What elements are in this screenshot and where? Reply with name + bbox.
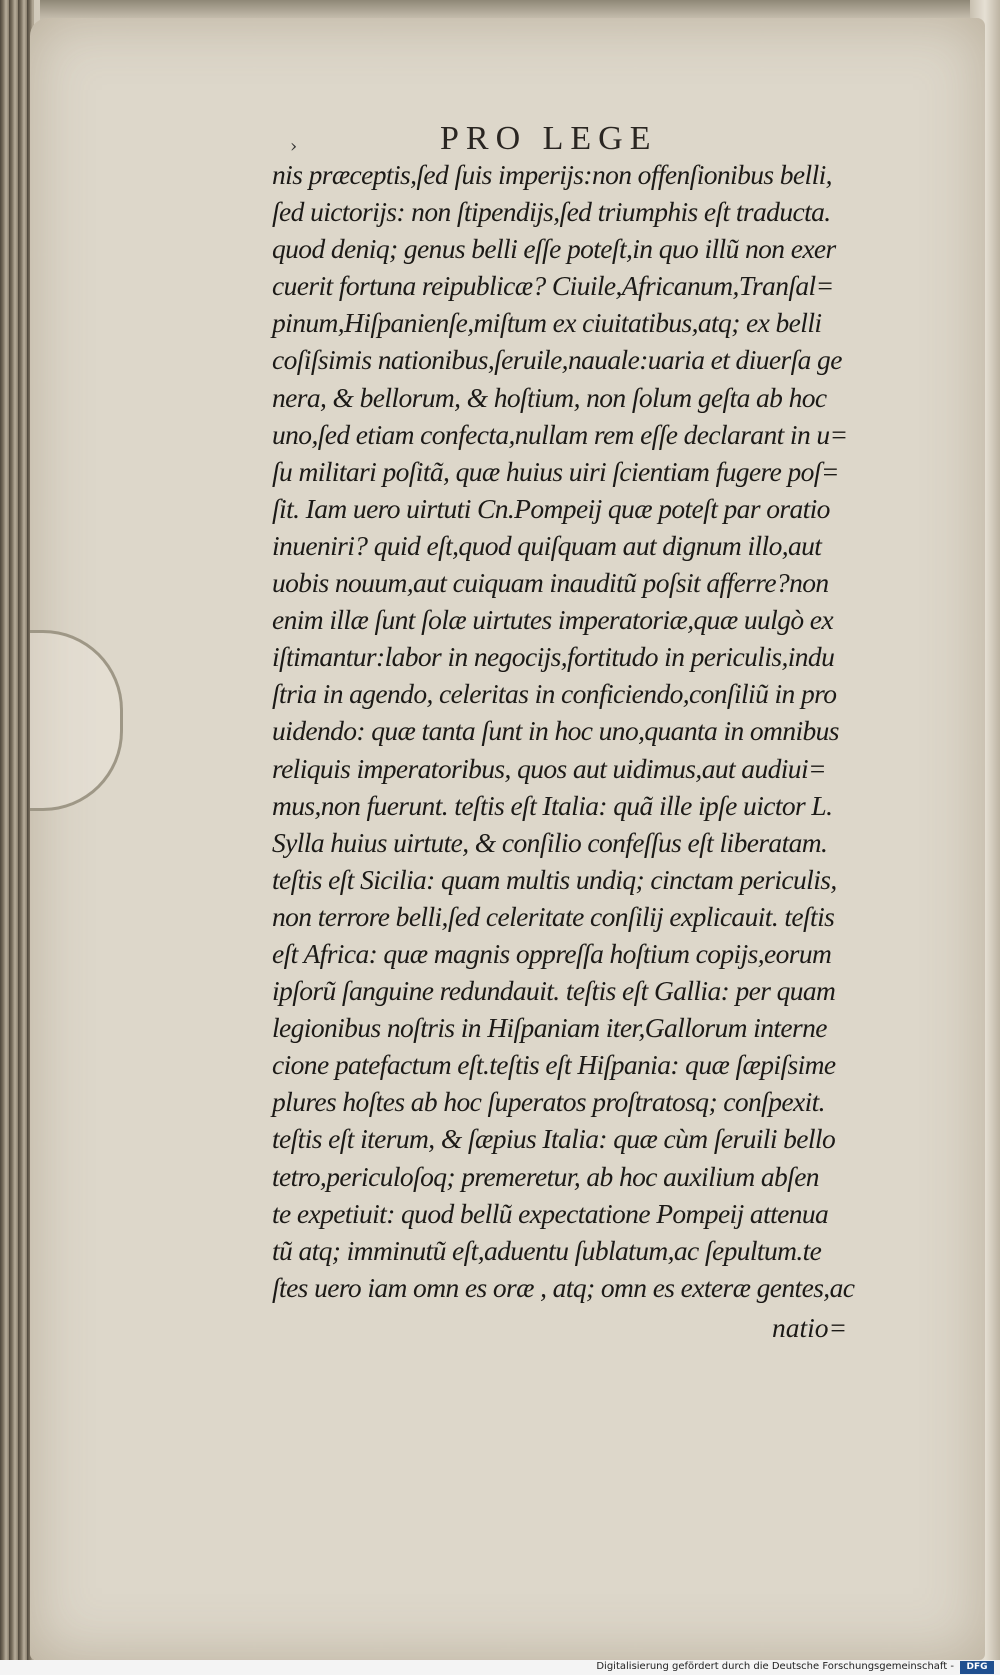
- body-text: [272, 156, 892, 1306]
- text-line: legionibus noſtris in Hiſpaniam iter,Gallorum interne: [272, 1012, 827, 1044]
- text-line: tũ atq; imminutũ eſt,aduentu ſublatum,ac ſepultum.te: [272, 1234, 822, 1266]
- text-line: plures hoſtes ab hoc ſuperatos proſtratosq; conſpexit.: [272, 1086, 825, 1118]
- text-line: coſiſsimis nationibus,ſeruile,nauale:uaria et diuerſa ge: [272, 344, 842, 376]
- header-mark: ›: [290, 136, 298, 157]
- text-line: ipſorũ ſanguine redundauit. teſtis eſt Gallia: per quam: [272, 975, 836, 1007]
- text-line: mus,non fuerunt. teſtis eſt Italia: quã ille ipſe uictor L.: [272, 789, 833, 821]
- text-line: uno,ſed etiam confecta,nullam rem eſſe declarant in u=: [272, 418, 848, 450]
- book-edge: [0, 0, 34, 1660]
- text-line: Sylla huius uirtute, & conſilio confeſſus eſt liberatam.: [272, 826, 828, 858]
- text-line: ſtes uero iam omn es oræ , atq; omn es exteræ gentes,ac: [272, 1271, 855, 1303]
- text-line: quod deniq; genus belli eſſe poteſt,in quo illũ non exer: [272, 233, 836, 265]
- text-line: iſtimantur:labor in negocijs,fortitudo in periculis,indu: [272, 641, 835, 673]
- footer-bar: [0, 1660, 1000, 1675]
- text-line: tetro,periculoſoq; premeretur, ab hoc auxilium abſen: [272, 1160, 819, 1192]
- text-line: uobis nouum,aut cuiquam inauditũ poſsit afferre?non: [272, 567, 829, 599]
- text-line: nis præceptis,ſed ſuis imperijs:non offenſionibus belli,: [272, 159, 832, 190]
- text-line: ſit. Iam uero uirtuti Cn.Pompeij quæ poteſt par oratio: [272, 492, 830, 524]
- text-line: enim illæ ſunt ſolæ uirtutes imperatoriæ,quæ uulgò ex: [272, 604, 833, 636]
- text-line: nera, & bellorum, & hoſtium, non ſolum geſta ab hoc: [272, 381, 827, 413]
- text-line: teſtis eſt Sicilia: quam multis undiq; cinctam periculis,: [272, 863, 837, 895]
- text-line: reliquis imperatoribus, quos aut uidimus,aut audiui=: [272, 752, 826, 784]
- text-line: teſtis eſt iterum, & ſæpius Italia: quæ cùm ſeruili bello: [272, 1123, 836, 1155]
- text-line: pinum,Hiſpanienſe,miſtum ex ciuitatibus,atq; ex belli: [272, 307, 822, 339]
- catchword: natio=: [772, 1312, 848, 1343]
- text-line: inueniri? quid eſt,quod quiſquam aut dignum illo,aut: [272, 529, 822, 561]
- text-line: eſt Africa: quæ magnis oppreſſa hoſtium copijs,eorum: [272, 937, 832, 969]
- text-line: ſu militari poſitã, quæ huius uiri ſcientiam fugere poſ=: [272, 455, 839, 487]
- text-line: ſtria in agendo, celeritas in conficiendo,conſiliũ in pro: [272, 678, 837, 710]
- text-line: non terrore belli,ſed celeritate conſilij explicauit. teſtis: [272, 900, 835, 932]
- text-line: cione patefactum eſt.teſtis eſt Hiſpania: quæ ſæpiſsime: [272, 1049, 836, 1081]
- text-line: ſed uictorijs: non ſtipendijs,ſed triumphis eſt traducta.: [272, 196, 831, 228]
- footer-credit: Digitalisierung gefördert durch die Deutsche Forschungsgemeinschaft -: [596, 1661, 954, 1672]
- dfg-logo: DFG: [960, 1661, 994, 1674]
- text-line: te expetiuit: quod bellũ expectatione Pompeij attenua: [272, 1197, 829, 1229]
- running-title: PRO LEGE: [440, 120, 658, 157]
- text-line: cuerit fortuna reipublicæ? Ciuile,Africanum,Tranſal=: [272, 270, 834, 302]
- text-line: uidendo: quæ tanta ſunt in hoc uno,quanta in omnibus: [272, 715, 839, 747]
